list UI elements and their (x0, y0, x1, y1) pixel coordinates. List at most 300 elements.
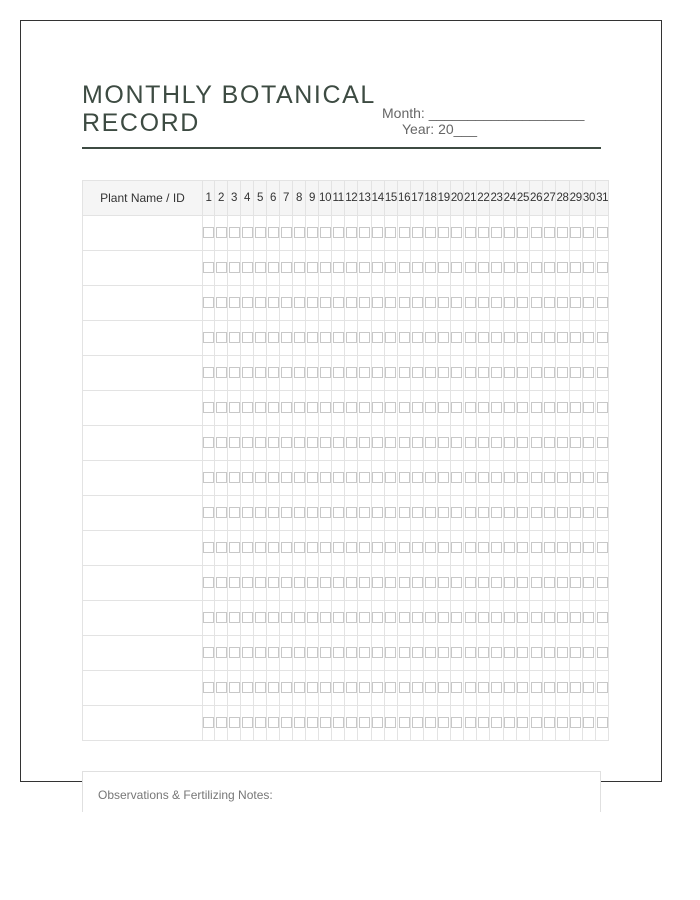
day-checkbox[interactable] (399, 437, 410, 448)
day-checkbox[interactable] (242, 472, 253, 483)
day-checkbox[interactable] (491, 647, 502, 658)
day-checkbox[interactable] (517, 507, 528, 518)
day-checkbox[interactable] (372, 332, 383, 343)
day-checkbox[interactable] (346, 682, 357, 693)
day-checkbox[interactable] (255, 227, 266, 238)
day-checkbox[interactable] (255, 472, 266, 483)
day-checkbox[interactable] (255, 437, 266, 448)
plant-name-cell[interactable] (83, 671, 203, 706)
day-checkbox[interactable] (478, 297, 489, 308)
day-checkbox[interactable] (399, 227, 410, 238)
day-checkbox[interactable] (203, 577, 214, 588)
day-checkbox[interactable] (203, 227, 214, 238)
day-checkbox[interactable] (216, 227, 227, 238)
day-checkbox[interactable] (385, 682, 396, 693)
day-checkbox[interactable] (412, 332, 423, 343)
day-checkbox[interactable] (544, 507, 555, 518)
day-checkbox[interactable] (216, 542, 227, 553)
day-checkbox[interactable] (583, 612, 594, 623)
day-checkbox[interactable] (438, 227, 449, 238)
day-checkbox[interactable] (465, 647, 476, 658)
plant-name-cell[interactable] (83, 601, 203, 636)
day-checkbox[interactable] (268, 542, 279, 553)
day-checkbox[interactable] (229, 647, 240, 658)
day-checkbox[interactable] (372, 577, 383, 588)
day-checkbox[interactable] (451, 472, 462, 483)
day-checkbox[interactable] (517, 472, 528, 483)
day-checkbox[interactable] (294, 227, 305, 238)
day-checkbox[interactable] (399, 542, 410, 553)
day-checkbox[interactable] (438, 647, 449, 658)
day-checkbox[interactable] (294, 682, 305, 693)
day-checkbox[interactable] (203, 682, 214, 693)
day-checkbox[interactable] (333, 647, 344, 658)
day-checkbox[interactable] (385, 262, 396, 273)
day-checkbox[interactable] (597, 367, 608, 378)
day-checkbox[interactable] (504, 717, 515, 728)
day-checkbox[interactable] (478, 717, 489, 728)
day-checkbox[interactable] (570, 437, 581, 448)
day-checkbox[interactable] (399, 717, 410, 728)
day-checkbox[interactable] (359, 227, 370, 238)
day-checkbox[interactable] (504, 612, 515, 623)
day-checkbox[interactable] (597, 472, 608, 483)
day-checkbox[interactable] (385, 542, 396, 553)
day-checkbox[interactable] (229, 472, 240, 483)
day-checkbox[interactable] (570, 717, 581, 728)
day-checkbox[interactable] (491, 472, 502, 483)
day-checkbox[interactable] (438, 367, 449, 378)
day-checkbox[interactable] (307, 612, 318, 623)
day-checkbox[interactable] (517, 647, 528, 658)
day-checkbox[interactable] (504, 297, 515, 308)
day-checkbox[interactable] (478, 402, 489, 413)
day-checkbox[interactable] (203, 297, 214, 308)
day-checkbox[interactable] (491, 227, 502, 238)
day-checkbox[interactable] (583, 437, 594, 448)
day-checkbox[interactable] (294, 437, 305, 448)
day-checkbox[interactable] (570, 472, 581, 483)
day-checkbox[interactable] (372, 227, 383, 238)
day-checkbox[interactable] (346, 227, 357, 238)
day-checkbox[interactable] (359, 297, 370, 308)
day-checkbox[interactable] (597, 332, 608, 343)
day-checkbox[interactable] (557, 542, 568, 553)
day-checkbox[interactable] (412, 577, 423, 588)
day-checkbox[interactable] (517, 297, 528, 308)
day-checkbox[interactable] (478, 612, 489, 623)
day-checkbox[interactable] (385, 402, 396, 413)
day-checkbox[interactable] (359, 402, 370, 413)
day-checkbox[interactable] (412, 647, 423, 658)
day-checkbox[interactable] (465, 332, 476, 343)
day-checkbox[interactable] (491, 682, 502, 693)
day-checkbox[interactable] (557, 402, 568, 413)
day-checkbox[interactable] (412, 402, 423, 413)
day-checkbox[interactable] (346, 577, 357, 588)
day-checkbox[interactable] (583, 647, 594, 658)
day-checkbox[interactable] (294, 542, 305, 553)
day-checkbox[interactable] (465, 297, 476, 308)
day-checkbox[interactable] (346, 297, 357, 308)
day-checkbox[interactable] (412, 542, 423, 553)
day-checkbox[interactable] (478, 542, 489, 553)
day-checkbox[interactable] (451, 682, 462, 693)
day-checkbox[interactable] (399, 262, 410, 273)
day-checkbox[interactable] (597, 682, 608, 693)
day-checkbox[interactable] (216, 472, 227, 483)
day-checkbox[interactable] (255, 717, 266, 728)
day-checkbox[interactable] (268, 612, 279, 623)
day-checkbox[interactable] (425, 262, 436, 273)
day-checkbox[interactable] (294, 577, 305, 588)
day-checkbox[interactable] (544, 682, 555, 693)
day-checkbox[interactable] (359, 367, 370, 378)
day-checkbox[interactable] (478, 262, 489, 273)
day-checkbox[interactable] (294, 717, 305, 728)
day-checkbox[interactable] (491, 577, 502, 588)
day-checkbox[interactable] (281, 297, 292, 308)
day-checkbox[interactable] (557, 367, 568, 378)
day-checkbox[interactable] (359, 682, 370, 693)
day-checkbox[interactable] (307, 437, 318, 448)
day-checkbox[interactable] (583, 402, 594, 413)
day-checkbox[interactable] (438, 507, 449, 518)
plant-name-cell[interactable] (83, 461, 203, 496)
day-checkbox[interactable] (294, 507, 305, 518)
day-checkbox[interactable] (346, 437, 357, 448)
day-checkbox[interactable] (517, 227, 528, 238)
day-checkbox[interactable] (372, 402, 383, 413)
day-checkbox[interactable] (255, 612, 266, 623)
day-checkbox[interactable] (203, 717, 214, 728)
day-checkbox[interactable] (425, 437, 436, 448)
day-checkbox[interactable] (203, 367, 214, 378)
day-checkbox[interactable] (531, 367, 542, 378)
day-checkbox[interactable] (412, 297, 423, 308)
day-checkbox[interactable] (203, 262, 214, 273)
day-checkbox[interactable] (333, 402, 344, 413)
day-checkbox[interactable] (242, 402, 253, 413)
day-checkbox[interactable] (451, 507, 462, 518)
day-checkbox[interactable] (597, 647, 608, 658)
day-checkbox[interactable] (597, 262, 608, 273)
day-checkbox[interactable] (399, 367, 410, 378)
day-checkbox[interactable] (478, 472, 489, 483)
day-checkbox[interactable] (203, 542, 214, 553)
day-checkbox[interactable] (320, 507, 331, 518)
day-checkbox[interactable] (465, 227, 476, 238)
day-checkbox[interactable] (359, 647, 370, 658)
day-checkbox[interactable] (583, 332, 594, 343)
day-checkbox[interactable] (438, 682, 449, 693)
day-checkbox[interactable] (320, 437, 331, 448)
day-checkbox[interactable] (255, 577, 266, 588)
day-checkbox[interactable] (517, 577, 528, 588)
day-checkbox[interactable] (465, 437, 476, 448)
day-checkbox[interactable] (583, 577, 594, 588)
plant-name-cell[interactable] (83, 426, 203, 461)
day-checkbox[interactable] (412, 507, 423, 518)
day-checkbox[interactable] (216, 402, 227, 413)
day-checkbox[interactable] (531, 682, 542, 693)
day-checkbox[interactable] (597, 542, 608, 553)
day-checkbox[interactable] (359, 612, 370, 623)
day-checkbox[interactable] (268, 472, 279, 483)
day-checkbox[interactable] (294, 262, 305, 273)
day-checkbox[interactable] (203, 612, 214, 623)
plant-name-cell[interactable] (83, 636, 203, 671)
day-checkbox[interactable] (517, 612, 528, 623)
day-checkbox[interactable] (491, 717, 502, 728)
day-checkbox[interactable] (557, 332, 568, 343)
day-checkbox[interactable] (491, 262, 502, 273)
day-checkbox[interactable] (438, 262, 449, 273)
day-checkbox[interactable] (504, 507, 515, 518)
day-checkbox[interactable] (242, 682, 253, 693)
day-checkbox[interactable] (570, 262, 581, 273)
day-checkbox[interactable] (504, 437, 515, 448)
day-checkbox[interactable] (333, 717, 344, 728)
day-checkbox[interactable] (307, 682, 318, 693)
day-checkbox[interactable] (438, 612, 449, 623)
day-checkbox[interactable] (255, 332, 266, 343)
day-checkbox[interactable] (412, 437, 423, 448)
day-checkbox[interactable] (372, 472, 383, 483)
day-checkbox[interactable] (478, 332, 489, 343)
day-checkbox[interactable] (216, 367, 227, 378)
day-checkbox[interactable] (307, 367, 318, 378)
day-checkbox[interactable] (268, 367, 279, 378)
day-checkbox[interactable] (372, 367, 383, 378)
day-checkbox[interactable] (570, 402, 581, 413)
day-checkbox[interactable] (478, 227, 489, 238)
day-checkbox[interactable] (544, 262, 555, 273)
day-checkbox[interactable] (438, 472, 449, 483)
day-checkbox[interactable] (242, 717, 253, 728)
day-checkbox[interactable] (203, 472, 214, 483)
day-checkbox[interactable] (557, 262, 568, 273)
day-checkbox[interactable] (346, 647, 357, 658)
day-checkbox[interactable] (333, 332, 344, 343)
day-checkbox[interactable] (281, 367, 292, 378)
day-checkbox[interactable] (425, 507, 436, 518)
day-checkbox[interactable] (281, 332, 292, 343)
day-checkbox[interactable] (385, 472, 396, 483)
day-checkbox[interactable] (216, 332, 227, 343)
day-checkbox[interactable] (412, 682, 423, 693)
day-checkbox[interactable] (425, 367, 436, 378)
day-checkbox[interactable] (557, 577, 568, 588)
day-checkbox[interactable] (307, 507, 318, 518)
day-checkbox[interactable] (557, 297, 568, 308)
day-checkbox[interactable] (359, 542, 370, 553)
day-checkbox[interactable] (544, 647, 555, 658)
day-checkbox[interactable] (531, 332, 542, 343)
day-checkbox[interactable] (570, 332, 581, 343)
day-checkbox[interactable] (583, 472, 594, 483)
day-checkbox[interactable] (531, 717, 542, 728)
day-checkbox[interactable] (281, 437, 292, 448)
day-checkbox[interactable] (451, 542, 462, 553)
day-checkbox[interactable] (491, 437, 502, 448)
day-checkbox[interactable] (465, 262, 476, 273)
day-checkbox[interactable] (281, 472, 292, 483)
day-checkbox[interactable] (307, 402, 318, 413)
day-checkbox[interactable] (438, 332, 449, 343)
day-checkbox[interactable] (242, 367, 253, 378)
plant-name-cell[interactable] (83, 321, 203, 356)
day-checkbox[interactable] (557, 682, 568, 693)
day-checkbox[interactable] (412, 717, 423, 728)
day-checkbox[interactable] (242, 612, 253, 623)
day-checkbox[interactable] (425, 612, 436, 623)
day-checkbox[interactable] (281, 647, 292, 658)
day-checkbox[interactable] (359, 507, 370, 518)
day-checkbox[interactable] (333, 472, 344, 483)
day-checkbox[interactable] (425, 647, 436, 658)
day-checkbox[interactable] (412, 612, 423, 623)
day-checkbox[interactable] (438, 402, 449, 413)
day-checkbox[interactable] (203, 332, 214, 343)
day-checkbox[interactable] (294, 472, 305, 483)
day-checkbox[interactable] (333, 577, 344, 588)
day-checkbox[interactable] (320, 332, 331, 343)
day-checkbox[interactable] (412, 472, 423, 483)
day-checkbox[interactable] (242, 507, 253, 518)
day-checkbox[interactable] (372, 647, 383, 658)
day-checkbox[interactable] (294, 332, 305, 343)
day-checkbox[interactable] (583, 297, 594, 308)
day-checkbox[interactable] (333, 262, 344, 273)
day-checkbox[interactable] (597, 717, 608, 728)
day-checkbox[interactable] (385, 507, 396, 518)
day-checkbox[interactable] (346, 402, 357, 413)
day-checkbox[interactable] (517, 717, 528, 728)
day-checkbox[interactable] (229, 367, 240, 378)
day-checkbox[interactable] (307, 717, 318, 728)
day-checkbox[interactable] (229, 227, 240, 238)
day-checkbox[interactable] (465, 577, 476, 588)
day-checkbox[interactable] (544, 367, 555, 378)
day-checkbox[interactable] (346, 612, 357, 623)
day-checkbox[interactable] (438, 437, 449, 448)
day-checkbox[interactable] (570, 297, 581, 308)
day-checkbox[interactable] (425, 227, 436, 238)
day-checkbox[interactable] (399, 612, 410, 623)
day-checkbox[interactable] (544, 402, 555, 413)
day-checkbox[interactable] (412, 227, 423, 238)
day-checkbox[interactable] (372, 262, 383, 273)
day-checkbox[interactable] (597, 402, 608, 413)
day-checkbox[interactable] (385, 437, 396, 448)
day-checkbox[interactable] (372, 612, 383, 623)
day-checkbox[interactable] (570, 227, 581, 238)
day-checkbox[interactable] (451, 577, 462, 588)
day-checkbox[interactable] (216, 297, 227, 308)
day-checkbox[interactable] (346, 262, 357, 273)
day-checkbox[interactable] (425, 542, 436, 553)
day-checkbox[interactable] (517, 332, 528, 343)
day-checkbox[interactable] (425, 717, 436, 728)
day-checkbox[interactable] (583, 227, 594, 238)
day-checkbox[interactable] (216, 262, 227, 273)
day-checkbox[interactable] (531, 437, 542, 448)
day-checkbox[interactable] (478, 577, 489, 588)
day-checkbox[interactable] (451, 612, 462, 623)
day-checkbox[interactable] (504, 402, 515, 413)
day-checkbox[interactable] (281, 717, 292, 728)
day-checkbox[interactable] (216, 647, 227, 658)
day-checkbox[interactable] (203, 437, 214, 448)
day-checkbox[interactable] (531, 227, 542, 238)
day-checkbox[interactable] (570, 507, 581, 518)
day-checkbox[interactable] (465, 717, 476, 728)
day-checkbox[interactable] (294, 647, 305, 658)
day-checkbox[interactable] (320, 612, 331, 623)
day-checkbox[interactable] (320, 262, 331, 273)
day-checkbox[interactable] (255, 682, 266, 693)
day-checkbox[interactable] (333, 367, 344, 378)
day-checkbox[interactable] (216, 612, 227, 623)
day-checkbox[interactable] (557, 507, 568, 518)
day-checkbox[interactable] (307, 472, 318, 483)
day-checkbox[interactable] (399, 297, 410, 308)
day-checkbox[interactable] (597, 507, 608, 518)
day-checkbox[interactable] (531, 507, 542, 518)
day-checkbox[interactable] (451, 367, 462, 378)
day-checkbox[interactable] (307, 227, 318, 238)
day-checkbox[interactable] (385, 647, 396, 658)
day-checkbox[interactable] (438, 542, 449, 553)
plant-name-cell[interactable] (83, 356, 203, 391)
day-checkbox[interactable] (531, 472, 542, 483)
day-checkbox[interactable] (216, 682, 227, 693)
day-checkbox[interactable] (544, 612, 555, 623)
day-checkbox[interactable] (268, 332, 279, 343)
day-checkbox[interactable] (465, 542, 476, 553)
day-checkbox[interactable] (517, 402, 528, 413)
day-checkbox[interactable] (544, 227, 555, 238)
day-checkbox[interactable] (465, 682, 476, 693)
day-checkbox[interactable] (531, 542, 542, 553)
day-checkbox[interactable] (242, 647, 253, 658)
day-checkbox[interactable] (294, 297, 305, 308)
day-checkbox[interactable] (307, 332, 318, 343)
day-checkbox[interactable] (544, 577, 555, 588)
day-checkbox[interactable] (451, 437, 462, 448)
day-checkbox[interactable] (281, 542, 292, 553)
day-checkbox[interactable] (346, 542, 357, 553)
day-checkbox[interactable] (268, 647, 279, 658)
day-checkbox[interactable] (268, 262, 279, 273)
day-checkbox[interactable] (281, 612, 292, 623)
day-checkbox[interactable] (425, 577, 436, 588)
day-checkbox[interactable] (307, 647, 318, 658)
day-checkbox[interactable] (570, 682, 581, 693)
day-checkbox[interactable] (320, 682, 331, 693)
day-checkbox[interactable] (438, 577, 449, 588)
day-checkbox[interactable] (320, 367, 331, 378)
day-checkbox[interactable] (478, 507, 489, 518)
day-checkbox[interactable] (268, 402, 279, 413)
day-checkbox[interactable] (216, 717, 227, 728)
day-checkbox[interactable] (544, 472, 555, 483)
day-checkbox[interactable] (294, 367, 305, 378)
day-checkbox[interactable] (544, 332, 555, 343)
day-checkbox[interactable] (216, 577, 227, 588)
day-checkbox[interactable] (491, 542, 502, 553)
